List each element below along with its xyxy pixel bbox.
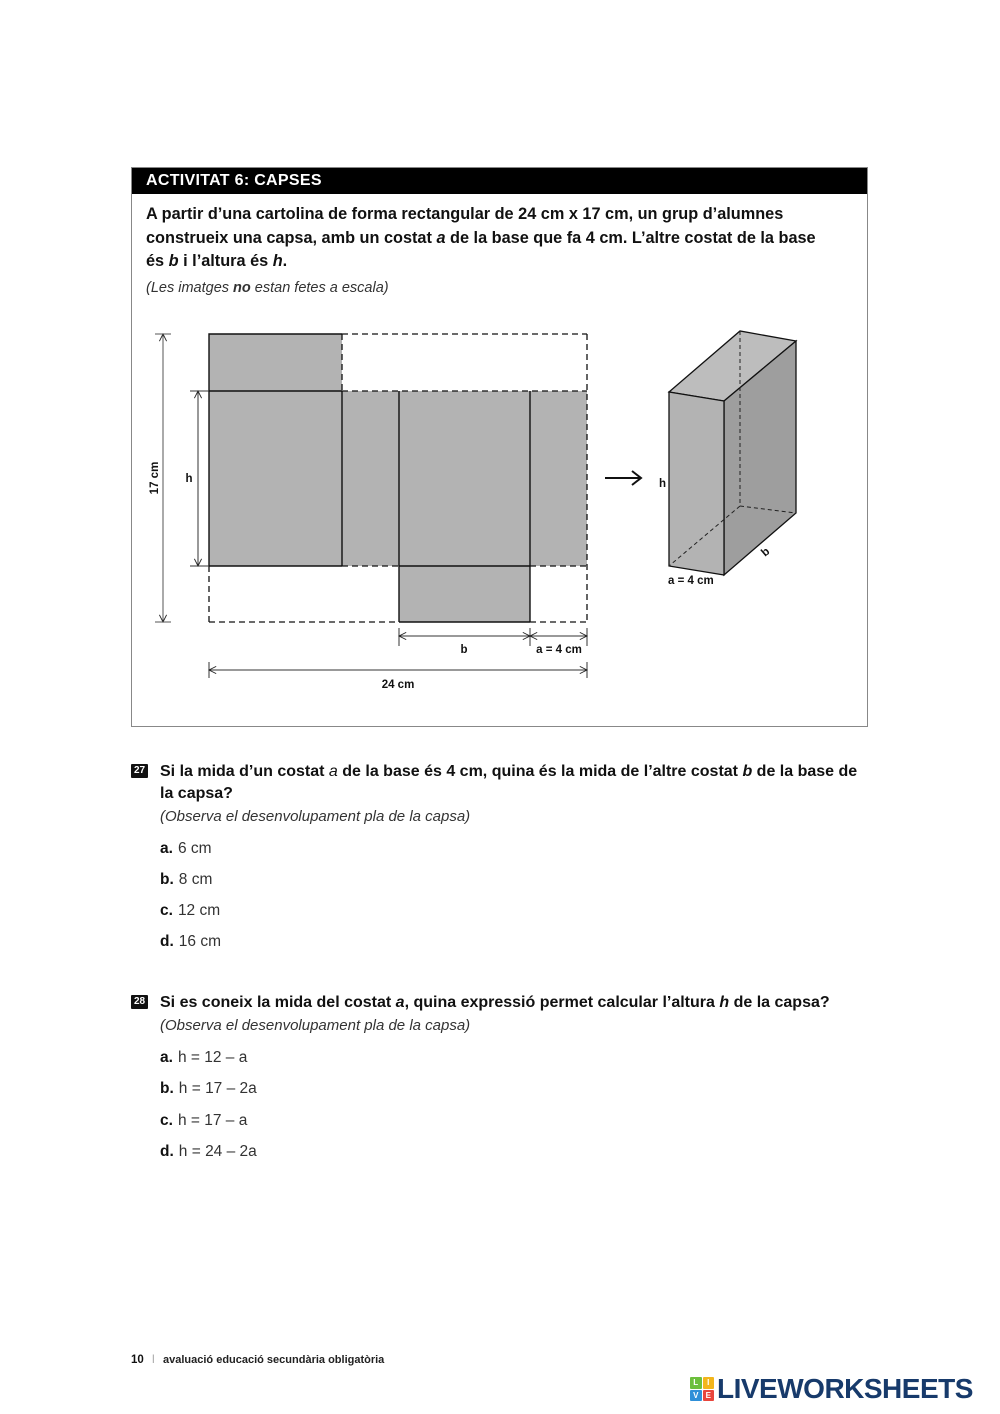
- q-text-part: Si es coneix la mida del costat: [160, 994, 396, 1011]
- option-c[interactable]: [160, 902, 220, 920]
- label-a-net: a = 4 cm: [536, 644, 582, 656]
- label-17cm: 17 cm: [149, 461, 161, 495]
- label-a-box: a = 4 cm: [668, 575, 714, 587]
- question-number: 28: [131, 995, 148, 1009]
- question-text: [160, 992, 875, 1014]
- footer-text: avaluació educació secundària obligatòria: [163, 1354, 385, 1366]
- option-value: 6 cm: [177, 840, 212, 857]
- variable-b: b: [742, 763, 753, 780]
- logo-letter: V: [690, 1390, 702, 1402]
- q-text-part: Si la mida d’un costat: [160, 763, 329, 780]
- liveworksheets-logo[interactable]: [690, 1374, 973, 1404]
- page-footer: [131, 1354, 384, 1366]
- intro-text: de la base que fa 4 cm. L’altre costat de la base: [445, 228, 816, 247]
- q-text-part: de la base de: [752, 763, 858, 780]
- note-bold: no: [233, 280, 251, 296]
- option-value: 12 cm: [177, 902, 221, 919]
- option-value: h = 12 – a: [177, 1049, 248, 1066]
- question-hint: (Observa el desenvolupament pla de la capsa): [160, 808, 471, 825]
- option-value: 8 cm: [178, 871, 213, 888]
- intro-text: construeix una capsa, amb un costat: [146, 228, 437, 247]
- note-text: (Les imatges: [146, 280, 234, 296]
- option-letter: c.: [160, 902, 173, 919]
- option-letter: d.: [160, 933, 174, 950]
- variable-a: a: [436, 228, 446, 247]
- option-d[interactable]: [160, 933, 221, 951]
- question-number: 27: [131, 764, 148, 778]
- option-value: 16 cm: [178, 933, 221, 950]
- logo-letter: E: [703, 1390, 715, 1402]
- intro-text: és: [146, 252, 169, 270]
- option-value: h = 24 – 2a: [178, 1143, 257, 1160]
- variable-b: b: [168, 252, 179, 270]
- variable-h: h: [719, 994, 730, 1011]
- option-c[interactable]: [160, 1112, 247, 1130]
- brand-name: LIVEWORKSHEETS: [717, 1373, 973, 1404]
- logo-letter: L: [690, 1377, 702, 1389]
- variable-a: a: [328, 763, 338, 780]
- page-number: 10: [131, 1354, 144, 1366]
- intro-text: A partir d’una cartolina de forma rectangular de 24 cm x 17 cm, un grup d’alumnes: [146, 205, 784, 223]
- q-text-part: , quina expressió permet calcular l’altura: [404, 994, 720, 1011]
- option-letter: c.: [160, 1112, 173, 1129]
- label-h-box: h: [659, 478, 667, 490]
- variable-h: h: [272, 252, 283, 270]
- dimension-b-a: [399, 628, 587, 656]
- question-hint: (Observa el desenvolupament pla de la capsa): [160, 1017, 471, 1034]
- label-b-box: b: [759, 545, 773, 560]
- logo-letter: I: [703, 1377, 715, 1389]
- variable-a: a: [395, 994, 405, 1011]
- dimension-17cm: [149, 334, 171, 622]
- label-24cm: 24 cm: [381, 679, 415, 691]
- option-letter: b.: [160, 1080, 174, 1097]
- q-text-part: de la capsa?: [729, 994, 830, 1011]
- option-value: h = 17 – 2a: [178, 1080, 257, 1097]
- q-text-part: de la base és 4 cm, quina és la mida de l’altre costat: [337, 763, 743, 780]
- option-b[interactable]: [160, 1080, 257, 1098]
- box-3d: [659, 331, 796, 587]
- footer-separator: I: [151, 1354, 155, 1366]
- option-value: h = 17 – a: [177, 1112, 248, 1129]
- transform-arrow-icon: [605, 471, 641, 485]
- dimension-24cm: [209, 662, 587, 691]
- option-a[interactable]: [160, 1049, 247, 1067]
- option-letter: b.: [160, 871, 174, 888]
- label-h-net: h: [185, 473, 193, 485]
- option-letter: a.: [160, 840, 173, 857]
- option-letter: a.: [160, 1049, 173, 1066]
- dimension-h-net: [185, 391, 209, 566]
- q-text-part: la capsa?: [160, 785, 233, 802]
- intro-text: i l’altura és: [178, 252, 273, 270]
- option-letter: d.: [160, 1143, 174, 1160]
- note-text: estan fetes a escala): [250, 280, 389, 296]
- option-d[interactable]: [160, 1143, 257, 1161]
- option-b[interactable]: [160, 871, 212, 889]
- question-text: [160, 761, 875, 805]
- activity-header: ACTIVITAT 6: CAPSES: [132, 168, 867, 194]
- option-a[interactable]: [160, 840, 212, 858]
- intro-text: .: [282, 252, 288, 270]
- live-grid-icon: [690, 1377, 714, 1401]
- label-b: b: [460, 644, 468, 656]
